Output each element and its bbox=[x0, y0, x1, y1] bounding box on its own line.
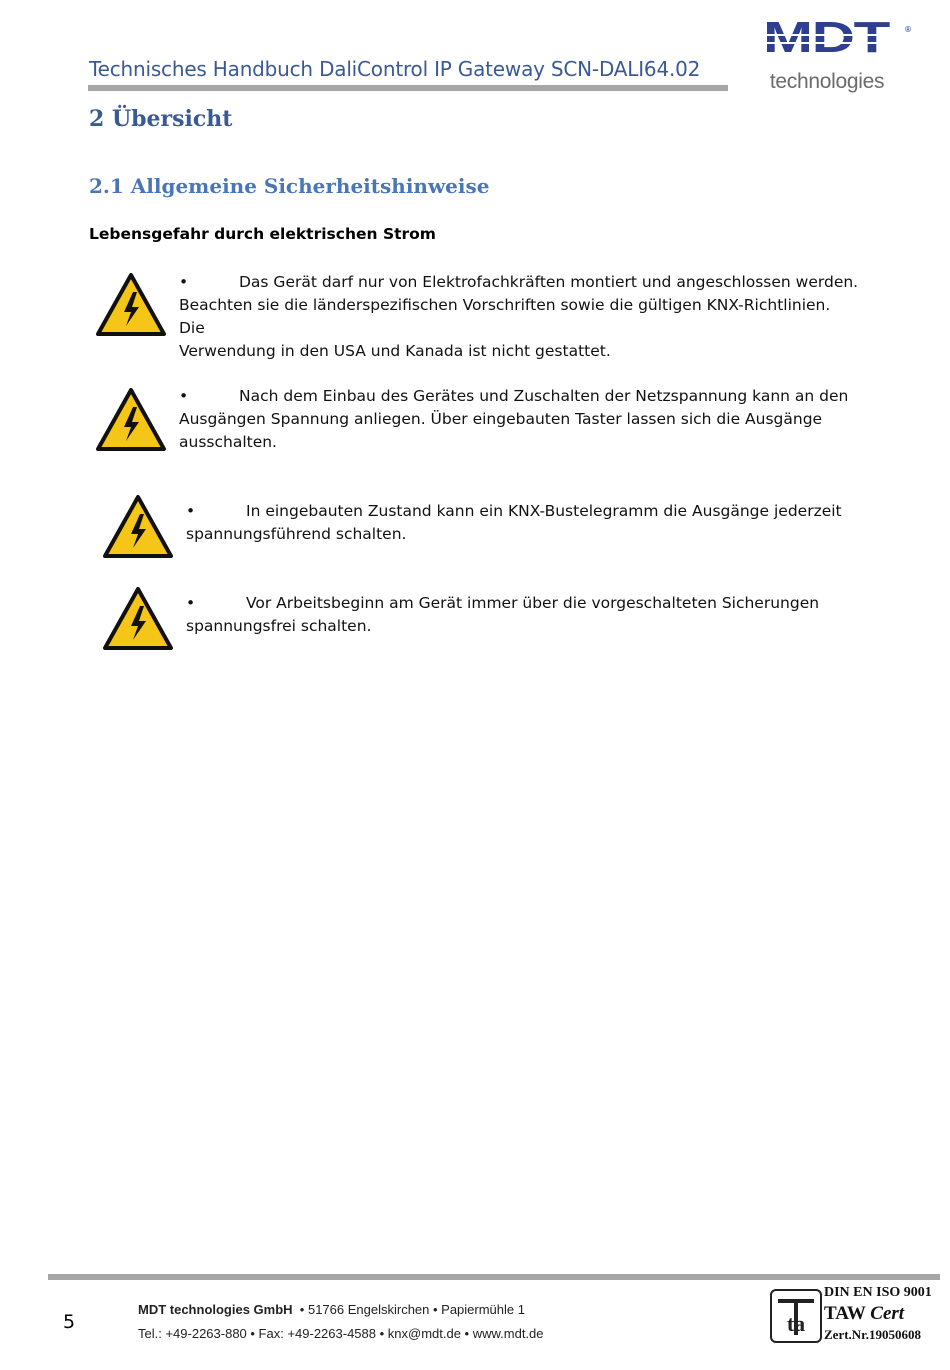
cert-name-cert: Cert bbox=[870, 1303, 905, 1324]
footer-address-text: • 51766 Engelskirchen • Papiermühle 1 bbox=[299, 1302, 525, 1317]
high-voltage-warning-icon bbox=[95, 387, 167, 453]
warning-block bbox=[102, 494, 862, 564]
cert-name bbox=[824, 1303, 904, 1325]
warning-text-line: spannungsfrei schalten. bbox=[186, 617, 372, 635]
warning-text-line: Ausgängen Spannung anliegen. Über eingebauten Taster lassen sich die Ausgänge bbox=[179, 410, 823, 428]
high-voltage-warning-icon bbox=[102, 494, 174, 560]
warning-block bbox=[95, 387, 855, 467]
page-number: 5 bbox=[63, 1311, 76, 1333]
header-divider bbox=[88, 85, 728, 91]
warning-text-line: Nach dem Einbau des Gerätes und Zuschalten der Netzspannung kann an den bbox=[239, 387, 849, 405]
cert-standard: DIN EN ISO 9001 bbox=[824, 1285, 932, 1300]
footer-company: MDT technologies GmbH bbox=[138, 1302, 293, 1317]
warning-block bbox=[95, 272, 859, 360]
warning-text-line: Beachten sie die länderspezifischen Vorschriften sowie die gültigen KNX-Richtlinien. Die bbox=[179, 296, 831, 337]
warning-text-line: Verwendung in den USA und Kanada ist nicht gestattet. bbox=[179, 342, 611, 360]
taw-cert-logo bbox=[770, 1289, 822, 1343]
section-heading: 2 Übersicht bbox=[89, 106, 233, 132]
warning-text-line: Das Gerät darf nur von Elektrofachkräften montiert und angeschlossen werden. bbox=[239, 273, 859, 291]
cert-name-taw: TAW bbox=[824, 1303, 866, 1324]
taw-cert-mark bbox=[772, 1291, 820, 1341]
warning-block bbox=[102, 586, 862, 656]
danger-subheading: Lebensgefahr durch elektrischen Strom bbox=[89, 225, 436, 243]
high-voltage-warning-icon bbox=[102, 586, 174, 652]
warning-text-line: In eingebauten Zustand kann ein KNX-Bustelegramm die Ausgänge jederzeit bbox=[246, 502, 842, 520]
subsection-heading: 2.1 Allgemeine Sicherheitshinweise bbox=[89, 174, 490, 198]
warning-text-line: Vor Arbeitsbeginn am Gerät immer über die vorgeschalteten Sicherungen bbox=[246, 594, 820, 612]
warning-text-line: spannungsführend schalten. bbox=[186, 525, 407, 543]
logo-registered-mark: ® bbox=[904, 25, 912, 34]
warning-text-line: ausschalten. bbox=[179, 433, 277, 451]
high-voltage-warning-icon bbox=[95, 272, 167, 338]
footer-contact: Tel.: +49-2263-880 • Fax: +49-2263-4588 • knx@mdt.de • www.mdt.de bbox=[138, 1326, 544, 1341]
bullet: • bbox=[186, 502, 196, 520]
bullet: • bbox=[179, 387, 189, 405]
logo-subtitle: technologies bbox=[769, 70, 885, 93]
footer-divider bbox=[48, 1274, 940, 1280]
document-title: Technisches Handbuch DaliControl IP Gateway SCN-DALI64.02 bbox=[89, 57, 701, 81]
cert-number: Zert.Nr.19050608 bbox=[824, 1327, 922, 1342]
footer-address bbox=[138, 1302, 525, 1317]
cert-logo-text: ta bbox=[786, 1311, 806, 1336]
bullet: • bbox=[179, 273, 189, 291]
bullet: • bbox=[186, 594, 196, 612]
